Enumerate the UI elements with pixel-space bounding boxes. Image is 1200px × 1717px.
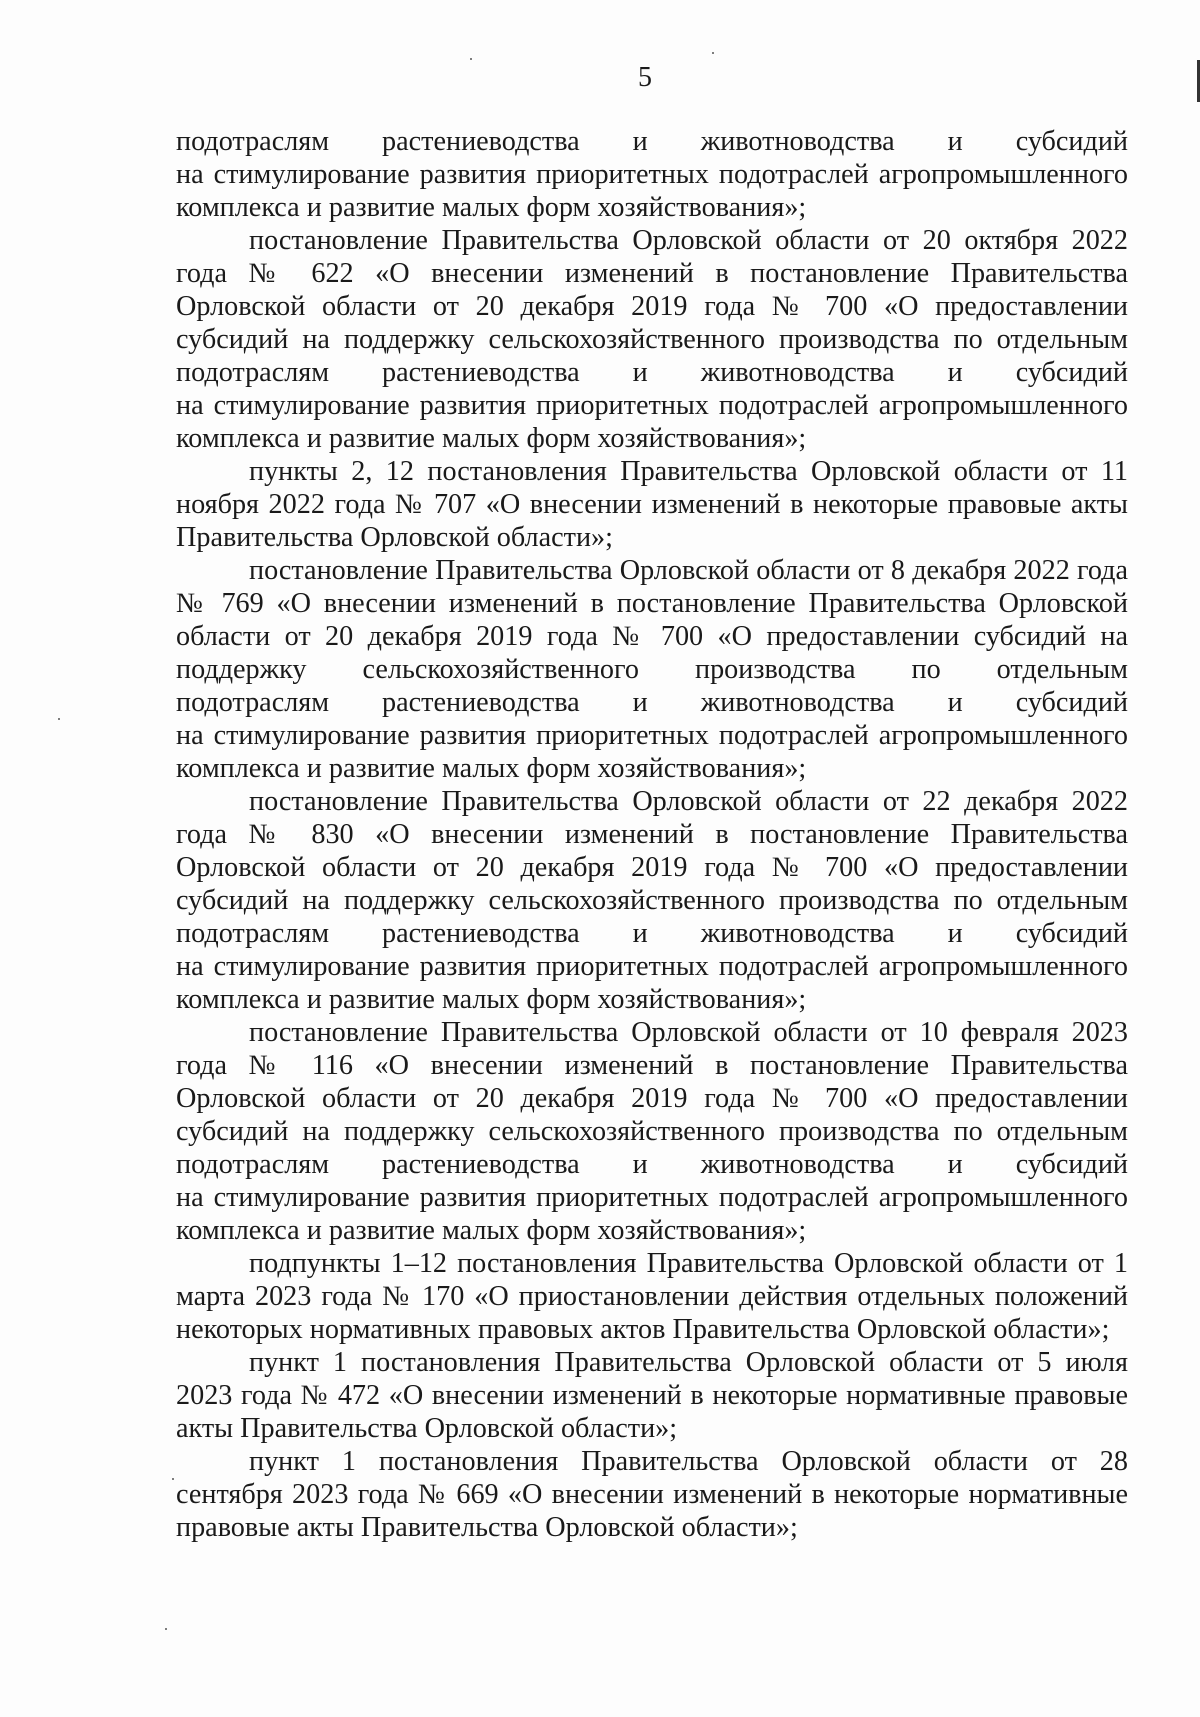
paragraph-item-rest: на стимулирование развития приоритетных подотраслей агропромышленного комплекса и развитие малых форм хозяйствования»; <box>176 720 1128 784</box>
paragraph-item-justified-line: подотраслям растениеводства и животноводства и субсидий <box>176 1149 1128 1180</box>
paragraph-item-rest: на стимулирование развития приоритетных подотраслей агропромышленного комплекса и развитие малых форм хозяйствования»; <box>176 390 1128 454</box>
paragraph-item: подпункты 1–12 постановления Правительства Орловской области от 1 марта 2023 года № 170 «О приостановлении действия отдельных положений некоторых нормативных правовых актов Правительства Орловской области»; <box>176 1248 1128 1345</box>
paragraph-item: постановление Правительства Орловской области от 8 декабря 2022 года № 769 «О внесении изменений в постановление Правительства Орловской области от 20 декабря 2019 года № 700 «О предоставлении субсидий на поддержку сельскохозяйственного производства по отдельным <box>176 555 1128 685</box>
paragraph-item: постановление Правительства Орловской области от 22 декабря 2022 года № 830 «О внесении изменений в постановление Правительства Орловской области от 20 декабря 2019 года № 700 «О предоставлении субсидий на поддержку сельскохозяйственного производства по отдельным <box>176 786 1128 916</box>
scan-speck <box>172 1478 174 1480</box>
paragraph-item: пункты 2, 12 постановления Правительства Орловской области от 11 ноября 2022 года № 707 «О внесении изменений в некоторые правовые акты Правительства Орловской области»; <box>176 456 1128 553</box>
paragraph-item-justified-line: подотраслям растениеводства и животноводства и субсидий <box>176 357 1128 388</box>
document-body <box>176 125 1128 1544</box>
page-number: 5 <box>638 62 652 93</box>
paragraph-item: пункт 1 постановления Правительства Орловской области от 5 июля 2023 года № 472 «О внесении изменений в некоторые нормативные правовые акты Правительства Орловской области»; <box>176 1347 1128 1444</box>
paragraph-item-justified-line: подотраслям растениеводства и животноводства и субсидий <box>176 687 1128 718</box>
paragraph-item: постановление Правительства Орловской области от 20 октября 2022 года № 622 «О внесении изменений в постановление Правительства Орловской области от 20 декабря 2019 года № 700 «О предоставлении субсидий на поддержку сельскохозяйственного производства по отдельным <box>176 225 1128 355</box>
paragraph-item: пункт 1 постановления Правительства Орловской области от 28 сентября 2023 года № 669 «О внесении изменений в некоторые нормативные правовые акты Правительства Орловской области»; <box>176 1446 1128 1543</box>
paragraph-item-rest: на стимулирование развития приоритетных подотраслей агропромышленного комплекса и развитие малых форм хозяйствования»; <box>176 1182 1128 1246</box>
scan-speck <box>712 52 714 54</box>
scan-speck <box>58 718 60 720</box>
paragraph-continuation-rest: на стимулирование развития приоритетных подотраслей агропромышленного комплекса и развитие малых форм хозяйствования»; <box>176 159 1128 223</box>
scan-speck <box>165 1628 167 1630</box>
paragraph-item-justified-line: подотраслям растениеводства и животноводства и субсидий <box>176 918 1128 949</box>
paragraph-item-rest: на стимулирование развития приоритетных подотраслей агропромышленного комплекса и развитие малых форм хозяйствования»; <box>176 951 1128 1015</box>
paragraph-continuation-line: подотраслям растениеводства и животноводства и субсидий <box>176 126 1128 157</box>
paragraph-item: постановление Правительства Орловской области от 10 февраля 2023 года № 116 «О внесении изменений в постановление Правительства Орловской области от 20 декабря 2019 года № 700 «О предоставлении субсидий на поддержку сельскохозяйственного производства по отдельным <box>176 1017 1128 1147</box>
scan-speck <box>470 58 472 60</box>
